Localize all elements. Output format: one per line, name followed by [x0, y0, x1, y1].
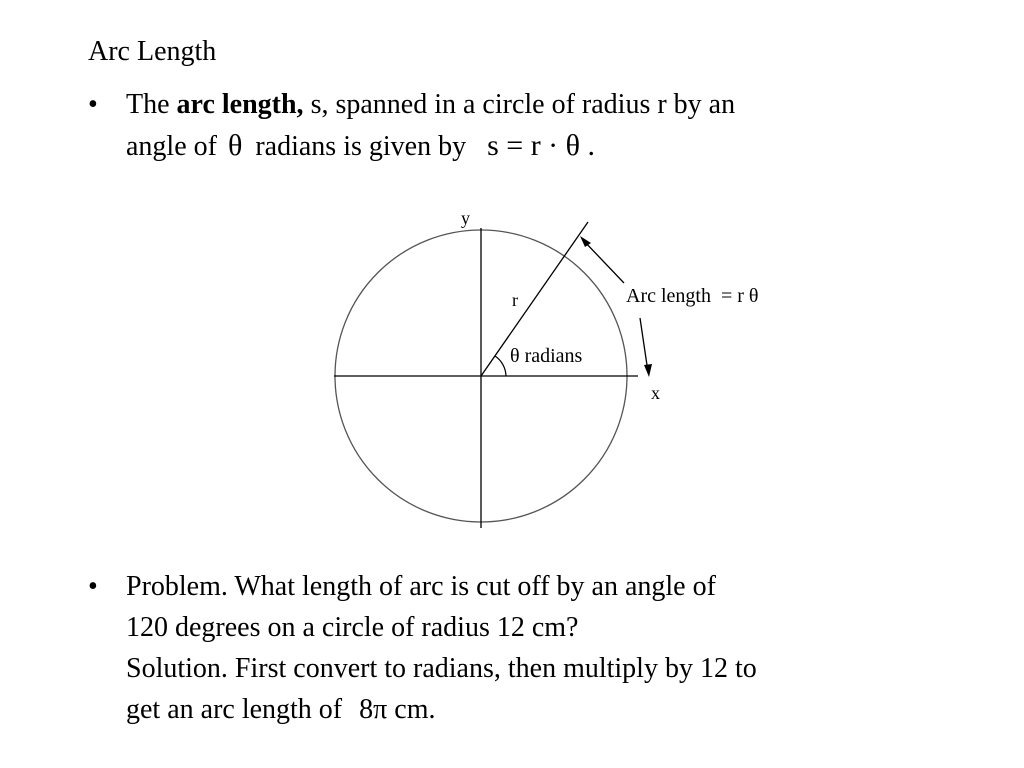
y-axis-label: y [461, 208, 470, 228]
arc-arrow-upper-line [583, 240, 624, 283]
solution-line-1: Solution. First convert to radians, then multiply by 12 to [126, 653, 757, 684]
solution-line-2 [126, 689, 988, 730]
text-angle-of: angle of [126, 131, 217, 162]
theta-symbol: θ [227, 129, 243, 162]
arc-arrow-lower-line [640, 318, 648, 372]
problem-line-1: Problem. What length of arc is cut off by an angle of [126, 571, 716, 602]
bullet-marker: • [88, 89, 98, 120]
slide-title: Arc Length [88, 36, 217, 67]
problem-line-2: 120 degrees on a circle of radius 12 cm? [126, 612, 579, 643]
bold-term: arc length, [176, 89, 304, 120]
bullet-marker: • [88, 571, 98, 602]
text-middle: s, spanned in a circle of radius r by an [303, 89, 736, 120]
answer-value: 8π cm. [359, 694, 436, 725]
arc-length-label: Arc length = r θ [626, 285, 759, 307]
angle-arc [495, 356, 506, 376]
x-axis-label: x [651, 383, 660, 403]
arc-length-formula: s = r · θ . [487, 129, 596, 162]
arc-arrow-lower-head [644, 364, 652, 377]
text-radians-given-by: radians is given by [255, 131, 467, 162]
arc-arrow-upper-head [580, 236, 591, 247]
angle-label: θ radians [510, 345, 583, 367]
text-get-arc-length: get an arc length of [126, 694, 343, 725]
bullet-text [126, 566, 988, 730]
radius-label: r [512, 290, 518, 310]
text-prefix: The [126, 89, 177, 120]
bullet-problem [88, 566, 988, 730]
